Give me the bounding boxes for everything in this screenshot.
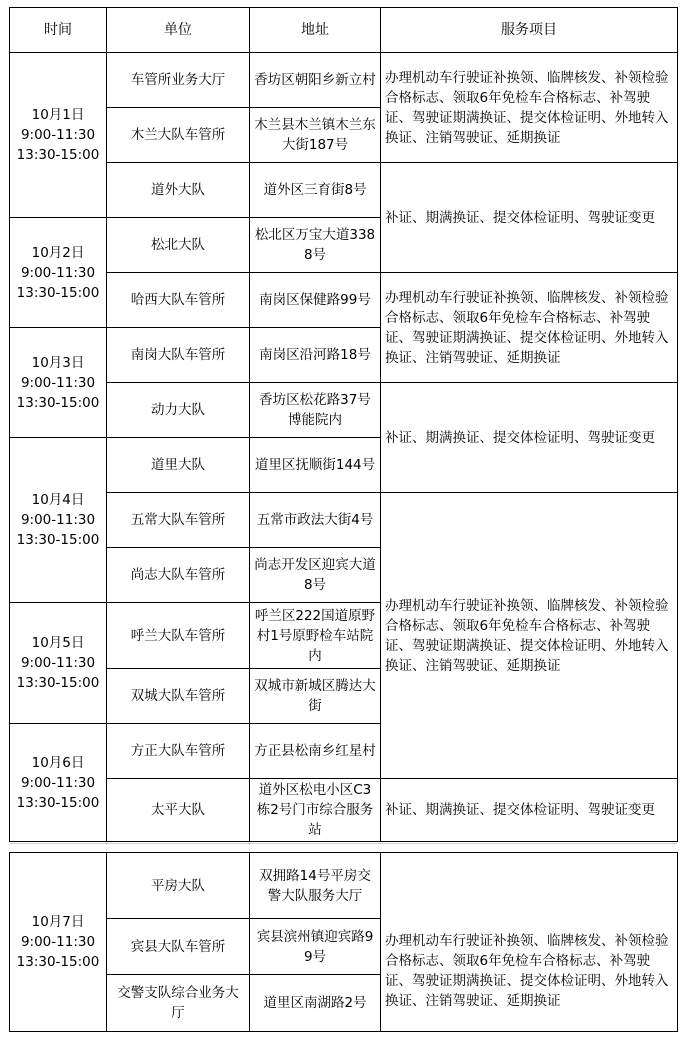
header-row [10, 8, 678, 53]
unit-cell: 木兰大队车管所 [107, 108, 250, 163]
unit-cell: 宾县大队车管所 [107, 919, 250, 975]
address-cell: 道里区抚顺街144号 [250, 438, 381, 493]
address-cell: 松北区万宝大道3388号 [250, 218, 381, 273]
address-cell: 道外区三育街8号 [250, 163, 381, 218]
unit-cell: 动力大队 [107, 383, 250, 438]
address-cell: 道外区松电小区C3栋2号门市综合服务站 [250, 779, 381, 842]
unit-cell: 哈西大队车管所 [107, 273, 250, 328]
header-address: 地址 [250, 8, 381, 53]
address-cell: 双城市新城区腾达大街 [250, 669, 381, 724]
unit-cell: 平房大队 [107, 853, 250, 919]
services-cell: 补证、期满换证、提交体检证明、驾驶证变更 [381, 383, 678, 493]
table-row [10, 163, 678, 218]
day-cell: 10月1日 9:00-11:30 13:30-15:00 [10, 53, 107, 218]
address-cell: 南岗区保健路99号 [250, 273, 381, 328]
services-cell: 办理机动车行驶证补换领、临牌核发、补领检验合格标志、领取6年免检车合格标志、补驾驶证、驾驶证期满换证、提交体检证明、外地转入换证、注销驾驶证、延期换证 [381, 53, 678, 163]
day-cell: 10月3日 9:00-11:30 13:30-15:00 [10, 328, 107, 438]
address-cell: 木兰县木兰镇木兰东大街187号 [250, 108, 381, 163]
services-cell: 补证、期满换证、提交体检证明、驾驶证变更 [381, 779, 678, 842]
unit-cell: 车管所业务大厅 [107, 53, 250, 108]
unit-cell: 呼兰大队车管所 [107, 603, 250, 669]
schedule-table [9, 7, 678, 842]
address-cell: 双拥路14号平房交警大队服务大厅 [250, 853, 381, 919]
page-break-divider [9, 843, 677, 845]
table-row [10, 273, 678, 328]
services-cell: 办理机动车行驶证补换领、临牌核发、补领检验合格标志、领取6年免检车合格标志、补驾驶证、驾驶证期满换证、提交体检证明、外地转入换证、注销驾驶证、延期换证 [381, 493, 678, 779]
day-cell: 10月5日 9:00-11:30 13:30-15:00 [10, 603, 107, 724]
services-cell: 办理机动车行驶证补换领、临牌核发、补领检验合格标志、领取6年免检车合格标志、补驾驶证、驾驶证期满换证、提交体检证明、外地转入换证、注销驾驶证、延期换证 [381, 853, 678, 1032]
address-cell: 方正县松南乡红星村 [250, 724, 381, 779]
services-cell: 补证、期满换证、提交体检证明、驾驶证变更 [381, 163, 678, 273]
day-cell: 10月7日 9:00-11:30 13:30-15:00 [10, 853, 107, 1032]
table-row [10, 853, 678, 919]
address-cell: 道里区南湖路2号 [250, 975, 381, 1032]
address-cell: 香坊区松花路37号博能院内 [250, 383, 381, 438]
services-cell: 办理机动车行驶证补换领、临牌核发、补领检验合格标志、领取6年免检车合格标志、补驾驶证、驾驶证期满换证、提交体检证明、外地转入换证、注销驾驶证、延期换证 [381, 273, 678, 383]
day-cell: 10月4日 9:00-11:30 13:30-15:00 [10, 438, 107, 603]
unit-cell: 太平大队 [107, 779, 250, 842]
header-services: 服务项目 [381, 8, 678, 53]
day-cell: 10月6日 9:00-11:30 13:30-15:00 [10, 724, 107, 842]
schedule-table-continued [9, 852, 678, 1032]
unit-cell: 五常大队车管所 [107, 493, 250, 548]
address-cell: 呼兰区222国道原野村1号原野检车站院内 [250, 603, 381, 669]
address-cell: 五常市政法大街4号 [250, 493, 381, 548]
unit-cell: 交警支队综合业务大厅 [107, 975, 250, 1032]
unit-cell: 道里大队 [107, 438, 250, 493]
address-cell: 尚志开发区迎宾大道8号 [250, 548, 381, 603]
services-spacer [385, 873, 674, 931]
table-row [10, 53, 678, 108]
address-cell: 南岗区沿河路18号 [250, 328, 381, 383]
header-unit: 单位 [107, 8, 250, 53]
address-cell: 宾县滨州镇迎宾路99号 [250, 919, 381, 975]
table-row [10, 779, 678, 842]
unit-cell: 道外大队 [107, 163, 250, 218]
table-row [10, 383, 678, 438]
unit-cell: 方正大队车管所 [107, 724, 250, 779]
unit-cell: 南岗大队车管所 [107, 328, 250, 383]
table-row [10, 493, 678, 548]
unit-cell: 松北大队 [107, 218, 250, 273]
unit-cell: 尚志大队车管所 [107, 548, 250, 603]
address-cell: 香坊区朝阳乡新立村 [250, 53, 381, 108]
day-cell: 10月2日 9:00-11:30 13:30-15:00 [10, 218, 107, 328]
unit-cell: 双城大队车管所 [107, 669, 250, 724]
header-time: 时间 [10, 8, 107, 53]
